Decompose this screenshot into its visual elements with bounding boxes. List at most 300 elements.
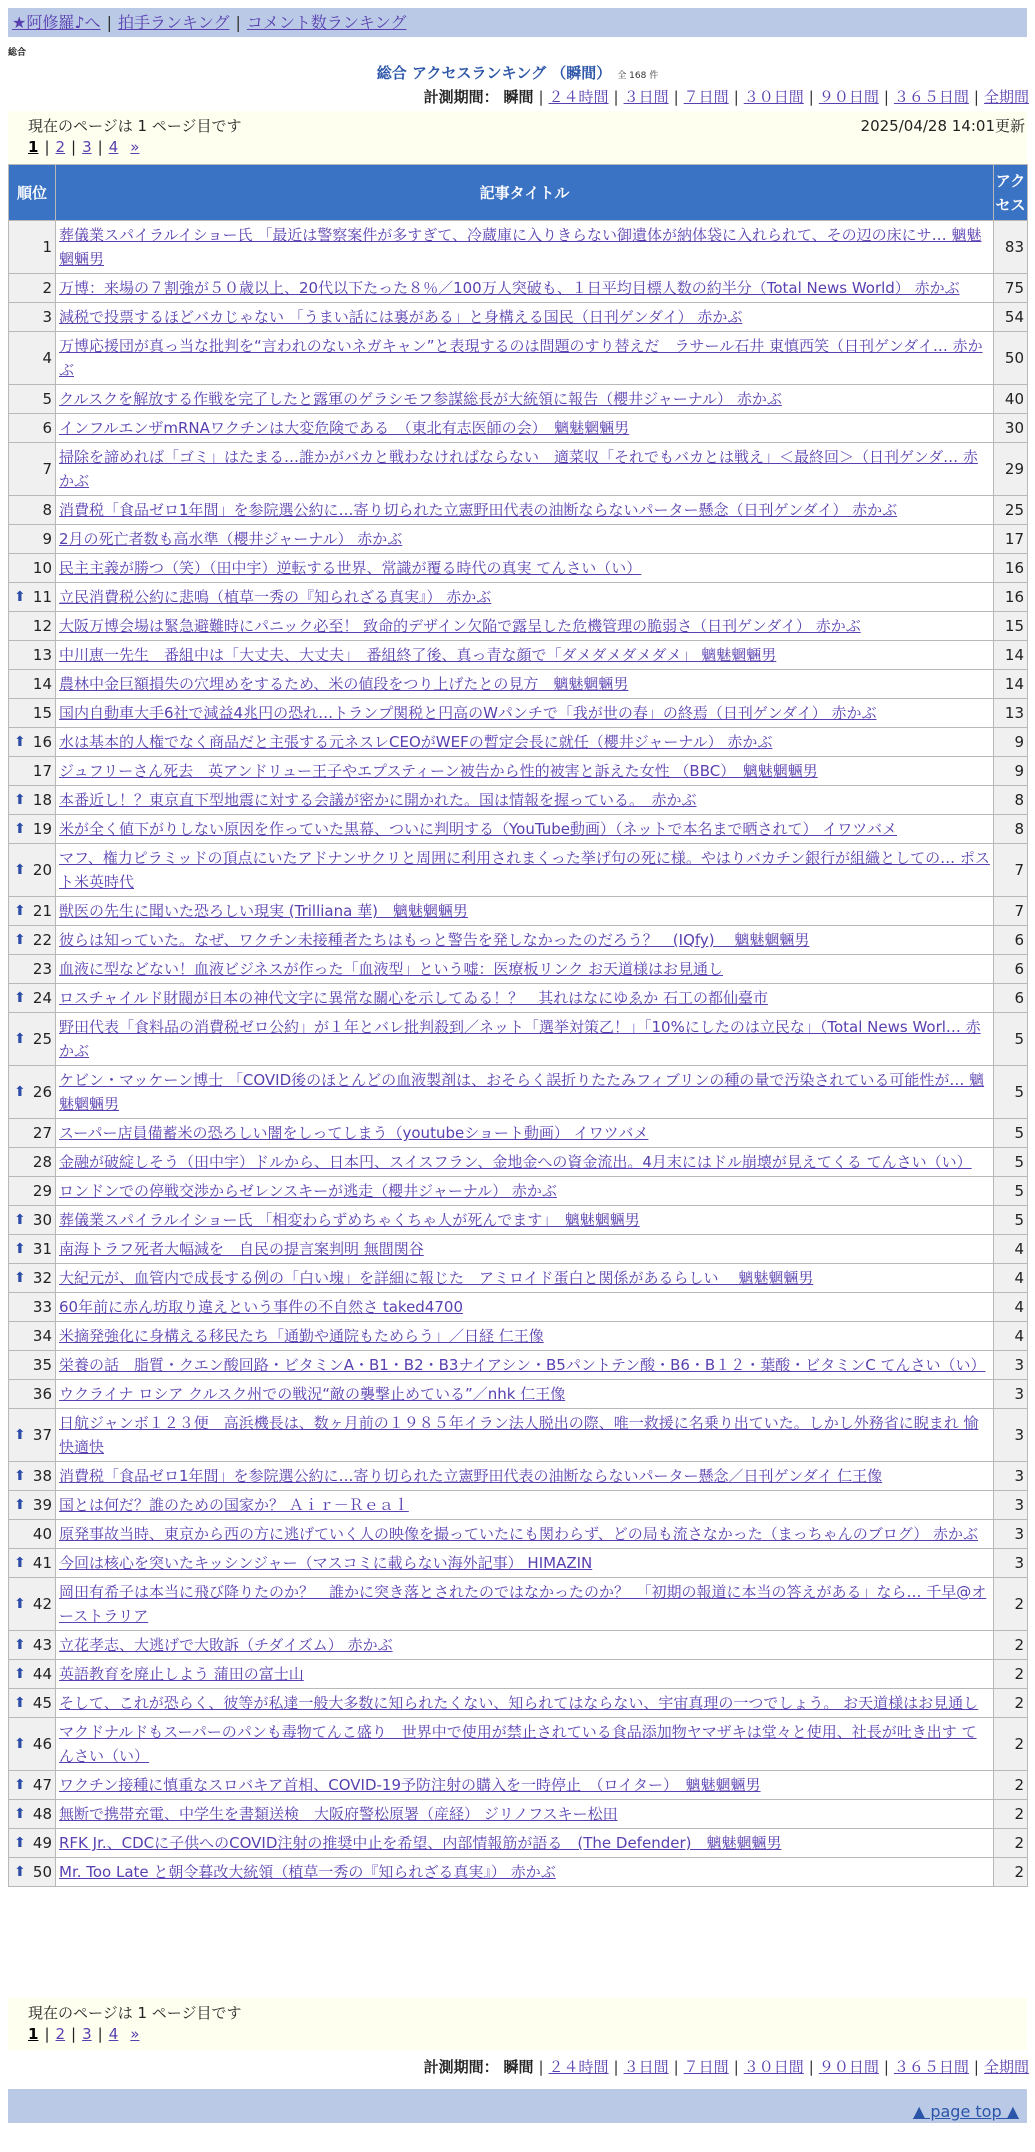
nav-separator: | [106,13,112,32]
rank-number: 11 [32,588,52,606]
title-cell [56,1771,994,1800]
article-link[interactable]: 60年前に赤ん坊取り違えという事件の不自然さ taked4700 [59,1298,464,1316]
pager-link-2[interactable]: 2 [55,138,66,156]
article-link[interactable]: 2月の死亡者数も高水準（櫻井ジャーナル） 赤かぶ [59,530,403,548]
section-label: 総合 [8,48,27,58]
table-row [9,1177,1028,1206]
table-row [9,984,1028,1013]
rank-cell [9,303,56,332]
table-row [9,926,1028,955]
title-cell [56,1689,994,1718]
title-cell [56,1066,994,1119]
title-cell [56,641,994,670]
article-link[interactable]: ケビン・マッケーン博士 「COVID後のほとんどの血液製剤は、おそらく誤折りたたみフィブリンの種の量で汚染されている可能性が… 魑魅魍魎男 [59,1071,985,1113]
article-link[interactable]: 葬儀業スパイラルイショー氏 「相変わらずめちゃくちゃ人が死んでます」 魑魅魍魎男 [59,1211,640,1229]
title-cell [56,496,994,525]
access-header: アクセス [994,165,1028,221]
access-count: 3 [994,1549,1028,1578]
title-cell [56,525,994,554]
rank-number: 9 [42,530,52,548]
rank-number: 40 [32,1525,52,1543]
rank-number: 7 [42,460,52,478]
title-cell [56,728,994,757]
table-row [9,525,1028,554]
article-link[interactable]: ワクチン接種に慎重なスロバキア首相、COVID-19予防注射の購入を一時停止 （ロイター） 魑魅魍魎男 [59,1776,761,1794]
ranking-body [9,221,1028,1887]
access-count: 2 [994,1771,1028,1800]
access-count: 7 [994,844,1028,897]
article-link[interactable]: マクドナルドもスーパーのパンも毒物てんこ盛り 世界中で使用が禁止されている食品添加物ヤマザキは堂々と使用、社長が吐き出す てんさい（い） [59,1723,977,1765]
article-link[interactable]: 米が全く値下がりしない原因を作っていた黒幕、ついに判明する（YouTube動画）（ネットで本名まで晒されて） イワツバメ [59,820,897,838]
rank-number: 31 [32,1240,52,1258]
access-count: 4 [994,1264,1028,1293]
table-row [9,332,1028,385]
table-row [9,1351,1028,1380]
up-arrow-icon: ⬆ [14,734,26,750]
rank-cell [9,612,56,641]
period-link-7d[interactable]: ７日間 [683,2058,729,2076]
table-row [9,414,1028,443]
pager-next[interactable]: » [130,2025,140,2043]
rank-number: 27 [32,1124,52,1142]
period-link-24h[interactable]: ２４時間 [548,2058,609,2076]
access-count: 9 [994,728,1028,757]
rank-number: 50 [32,1863,52,1881]
title-cell [56,670,994,699]
table-row [9,1119,1028,1148]
title-cell [56,1800,994,1829]
article-link[interactable]: Mr. Too Late と朝令暮改大統領（植草一秀の『知られざる真実』） 赤かぶ [59,1863,556,1881]
table-row [9,670,1028,699]
table-row [9,1235,1028,1264]
access-count: 3 [994,1380,1028,1409]
access-count: 25 [994,496,1028,525]
rank-cell [9,1380,56,1409]
title-cell [56,583,994,612]
article-link[interactable]: 農林中金巨額損失の穴埋めをするため、米の値段をつり上げたとの見方 魑魅魍魎男 [59,675,629,693]
article-link[interactable]: スーパー店員備蓄米の恐ろしい闇をしってしまう（youtubeショート動画） イワツバメ [59,1124,649,1142]
article-link[interactable]: インフルエンザmRNAワクチンは大変危険である （東北有志医師の会） 魑魅魍魎男 [59,419,630,437]
rank-number: 10 [32,559,52,577]
article-link[interactable]: 万博応援団が真っ当な批判を“言われのないネガキャン”と表現するのは問題のすり替えだ ラサール石井 東慎西笑（日刊ゲンダイ… 赤かぶ [59,337,983,379]
rank-cell [9,1066,56,1119]
title-cell [56,414,994,443]
access-count: 5 [994,1066,1028,1119]
article-link[interactable]: 金融が破綻しそう（田中宇）ドルから、日本円、スイスフラン、金地金への資金流出。4月末にはドル崩壊が見えてくる てんさい（い） [59,1153,972,1171]
title-cell [56,1264,994,1293]
article-link[interactable]: 消費税「食品ゼロ1年間」を参院選公約に…寄り切られた立憲野田代表の油断ならないパーター懸念／日刊ゲンダイ 仁王像 [59,1467,883,1485]
rank-number: 35 [32,1356,52,1374]
article-link[interactable]: 掃除を諦めれば「ゴミ」はたまる…誰かがバカと戦わなければならない 適菜収「それでもバカとは戦え」＜最終回＞（日刊ゲンダ… 赤かぶ [59,448,978,490]
table-row [9,1409,1028,1462]
article-link[interactable]: 獣医の先生に聞いた恐ろしい現実 (Trilliana 華) 魑魅魍魎男 [59,902,468,920]
rank-cell [9,1351,56,1380]
rank-number: 4 [42,349,52,367]
rank-number: 5 [42,390,52,408]
table-row [9,1206,1028,1235]
rank-number: 17 [32,762,52,780]
access-count: 3 [994,1491,1028,1520]
period-link-90d[interactable]: ９０日間 [818,88,879,106]
table-row [9,385,1028,414]
title-cell [56,1293,994,1322]
period-link-7d[interactable]: ７日間 [683,88,729,106]
rank-cell [9,699,56,728]
rank-cell [9,1264,56,1293]
period-current: 瞬間 [503,2058,534,2076]
up-arrow-icon: ⬆ [14,821,26,837]
access-count: 5 [994,1148,1028,1177]
article-link[interactable]: RFK Jr.、CDCに子供へのCOVID注射の推奨中止を希望、内部情報筋が語る (The Defender) 魑魅魍魎男 [59,1834,782,1852]
article-link[interactable]: 消費税「食品ゼロ1年間」を参院選公約に…寄り切られた立憲野田代表の油断ならないパーター懸念（日刊ゲンダイ） 赤かぶ [59,501,898,519]
title-cell [56,955,994,984]
access-count: 2 [994,1578,1028,1631]
article-link[interactable]: 葬儀業スパイラルイショー氏 「最近は警察案件が多すぎて、冷蔵庫に入りきらない御遺体が納体袋に入れられて、その辺の床にサ… 魑魅魍魎男 [59,226,982,268]
article-link[interactable]: 国内自動車大手6社で減益4兆円の恐れ…トランプ関税と円高のWパンチで「我が世の春」の終焉（日刊ゲンダイ） 赤かぶ [59,704,877,722]
title-cell [56,926,994,955]
title-cell [56,1409,994,1462]
table-row [9,786,1028,815]
period-link-365d[interactable]: ３６５日間 [893,88,969,106]
rank-cell [9,897,56,926]
table-row [9,496,1028,525]
title-cell [56,1491,994,1520]
rank-cell [9,1491,56,1520]
access-count: 5 [994,1177,1028,1206]
access-count: 2 [994,1660,1028,1689]
rank-cell [9,496,56,525]
access-count: 5 [994,1119,1028,1148]
title-cell [56,332,994,385]
rank-cell [9,926,56,955]
article-link[interactable]: 野田代表「食料品の消費税ゼロ公約」が１年とバレ批判殺到／ネット「選挙対策乙！」「10%にしたのは立民な」（Total News Worl… 赤かぶ [59,1018,981,1060]
article-link[interactable]: 万博：来場の７割強が５０歳以上、20代以下たった８％／100万人突破も、１日平均目標人数の約半分（Total News World） 赤かぶ [59,279,960,297]
pager-link-4[interactable]: 4 [108,138,119,156]
title-cell [56,274,994,303]
table-row [9,274,1028,303]
up-arrow-icon: ⬆ [14,1777,26,1793]
rank-number: 14 [32,675,52,693]
table-row [9,815,1028,844]
access-count: 17 [994,525,1028,554]
rank-number: 33 [32,1298,52,1316]
up-arrow-icon: ⬆ [14,1084,26,1100]
period-link-24h[interactable]: ２４時間 [548,88,609,106]
rank-cell [9,1206,56,1235]
table-row [9,728,1028,757]
rank-number: 12 [32,617,52,635]
up-arrow-icon: ⬆ [14,1468,26,1484]
article-link[interactable]: 原発事故当時、東京から西の方に逃げていく人の映像を撮っていたにも関わらず、どの局も流さなかった（まっちゃんのブログ） 赤かぶ [59,1525,979,1543]
title-header: 記事タイトル [56,165,994,221]
title-cell [56,1380,994,1409]
table-row [9,583,1028,612]
rank-number: 26 [32,1083,52,1101]
table-row [9,221,1028,274]
access-count: 2 [994,1858,1028,1887]
page-info-top [8,111,1027,164]
access-count: 8 [994,815,1028,844]
up-arrow-icon: ⬆ [14,1806,26,1822]
rank-cell [9,1177,56,1206]
clap-ranking-link[interactable]: 拍手ランキング [117,13,230,32]
up-arrow-icon: ⬆ [14,1736,26,1752]
title-cell [56,757,994,786]
title-cell [56,1351,994,1380]
pager-link-3[interactable]: 3 [82,2025,92,2043]
title-cell [56,1549,994,1578]
title-cell [56,1206,994,1235]
comment-ranking-link[interactable]: コメント数ランキング [246,13,407,32]
title-cell [56,1718,994,1771]
home-link[interactable]: ★阿修羅♪へ [12,13,101,32]
title-cell [56,984,994,1013]
title-cell [56,1631,994,1660]
page-message: 現在のページは 1 ページ目です [28,117,242,135]
rank-number: 43 [32,1636,52,1654]
table-row [9,699,1028,728]
rank-cell [9,554,56,583]
rank-number: 45 [32,1694,52,1712]
rank-cell [9,221,56,274]
up-arrow-icon: ⬆ [14,1497,26,1513]
table-row [9,1689,1028,1718]
rank-cell [9,844,56,897]
rank-cell [9,757,56,786]
title-cell [56,897,994,926]
table-row [9,303,1028,332]
article-link[interactable]: 南海トラフ死者大幅減を 自民の提言案判明 無間関谷 [59,1240,424,1258]
access-count: 83 [994,221,1028,274]
rank-number: 16 [32,733,52,751]
article-link[interactable]: 国とは何だ？誰のための国家か？ Ａｉｒ－Ｒｅａｌ [59,1496,409,1514]
article-link[interactable]: 水は基本的人権でなく商品だと主張する元ネスレCEOがWEFの暫定会長に就任（櫻井ジャーナル） 赤かぶ [59,733,773,751]
article-link[interactable]: クルスクを解放する作戦を完了したと露軍のゲラシモフ参謀総長が大統領に報告（櫻井ジャーナル） 赤かぶ [59,390,782,408]
rank-number: 19 [32,820,52,838]
access-count: 29 [994,443,1028,496]
rank-cell [9,1660,56,1689]
table-row [9,1771,1028,1800]
ranking-table [8,164,1028,1887]
article-link[interactable]: 立花孝志、大逃げで大敗訴（チダイズム） 赤かぶ [59,1636,393,1654]
article-link[interactable]: 立民消費税公約に悲鳴（植草一秀の『知られざる真実』） 赤かぶ [59,588,492,606]
rank-cell [9,1689,56,1718]
rank-cell [9,1119,56,1148]
title-cell [56,385,994,414]
period-link-90d[interactable]: ９０日間 [818,2058,879,2076]
access-count: 2 [994,1689,1028,1718]
rank-cell [9,1322,56,1351]
rank-cell [9,670,56,699]
rank-cell [9,1520,56,1549]
rank-cell [9,1235,56,1264]
period-link-30d[interactable]: ３０日間 [743,2058,804,2076]
access-count: 5 [994,1206,1028,1235]
period-selector-bottom: 計測期間： 瞬間 | ２４時間 | ３日間 | ７日間 | ３０日間 | ９０日間 | ３６５日間 | 全期間 [423,2058,1029,2076]
page-top-link[interactable]: ▲ page top ▲ [912,2102,1019,2121]
rank-number: 37 [32,1426,52,1444]
rank-cell [9,641,56,670]
title-cell [56,221,994,274]
article-link[interactable]: 大紀元が、血管内で成長する例の「白い塊」を詳細に報じた アミロイド蛋白と関係があるらしい 魑魅魍魎男 [59,1269,814,1287]
article-link[interactable]: 大阪万博会場は緊急避難時にパニック必至！ 致命的デザイン欠陥で露呈した危機管理の脆弱さ（日刊ゲンダイ） 赤かぶ [59,617,861,635]
article-link[interactable]: 米摘発強化に身構える移民たち「通勤や通院もためらう」／日経 仁王像 [59,1327,544,1345]
table-row [9,1660,1028,1689]
rank-number: 1 [42,238,52,256]
rank-header: 順位 [9,165,56,221]
rank-cell [9,1013,56,1066]
title-cell [56,699,994,728]
up-arrow-icon: ⬆ [14,1427,26,1443]
article-link[interactable]: 中川恵一先生 番組中は「大丈夫、大丈夫」 番組終了後、真っ青な顔で「ダメダメダメダメ」 魑魅魍魎男 [59,646,777,664]
rank-number: 22 [32,931,52,949]
table-row [9,1148,1028,1177]
access-count: 8 [994,786,1028,815]
rank-number: 8 [42,501,52,519]
access-count: 2 [994,1718,1028,1771]
access-count: 16 [994,583,1028,612]
title-cell [56,1235,994,1264]
article-link[interactable]: 血液に型などない！血液ビジネスが作った「血液型」という嘘：医療板リンク お天道様はお見通し [59,960,724,978]
pager-next[interactable]: » [130,138,140,156]
rank-cell [9,1771,56,1800]
rank-number: 28 [32,1153,52,1171]
table-row [9,1491,1028,1520]
rank-cell [9,1549,56,1578]
period-link-all[interactable]: 全期間 [983,2058,1029,2076]
pager-current: 1 [28,138,39,156]
article-link[interactable]: ロンドンでの停戦交渉からゼレンスキーが逃走（櫻井ジャーナル） 赤かぶ [59,1182,557,1200]
rank-number: 18 [32,791,52,809]
title-cell [56,443,994,496]
rank-number: 2 [42,279,52,297]
title-cell [56,1013,994,1066]
period-link-30d[interactable]: ３０日間 [743,88,804,106]
table-row [9,641,1028,670]
rank-number: 47 [32,1776,52,1794]
period-link-3d[interactable]: ３日間 [623,2058,669,2076]
bottom-bar [8,2089,1027,2123]
title-cell [56,786,994,815]
access-count: 6 [994,926,1028,955]
rank-cell [9,786,56,815]
article-link[interactable]: 日航ジャンボ１２３便 高浜機長は、数ヶ月前の１９８５年イラン法人脱出の際、唯一救援に名乗り出ていた。しかし外務省に睨まれ 愉快適快 [59,1414,979,1456]
rank-number: 23 [32,960,52,978]
article-link[interactable]: 本番近し！？東京直下型地震に対する会議が密かに開かれた。国は情報を握っている。 赤かぶ [59,791,697,809]
rank-cell [9,1462,56,1491]
access-count: 2 [994,1631,1028,1660]
article-link[interactable]: そして、これが恐らく、彼等が私達一般大多数に知られたくない、知られてはならない、宇宙真理の一つでしょう。 お天道様はお見通し [59,1694,979,1712]
rank-cell [9,955,56,984]
access-count: 50 [994,332,1028,385]
rank-number: 49 [32,1834,52,1852]
article-link[interactable]: 彼らは知っていた。なぜ、ワクチン未接種者たちはもっと警告を発しなかったのだろう？ (IQfy) 魑魅魍魎男 [59,931,810,949]
article-link[interactable]: 今回は核心を突いたキッシンジャー（マスコミに載らない海外記事） HIMAZIN [59,1554,593,1572]
article-link[interactable]: 民主主義が勝つ（笑）（田中宇）逆転する世界、常識が覆る時代の真実 てんさい（い） [59,559,642,577]
rank-number: 48 [32,1805,52,1823]
up-arrow-icon: ⬆ [14,1555,26,1571]
up-arrow-icon: ⬆ [14,1031,26,1047]
period-link-365d[interactable]: ３６５日間 [893,2058,969,2076]
rank-number: 15 [32,704,52,722]
rank-cell [9,332,56,385]
period-link-3d[interactable]: ３日間 [623,88,669,106]
access-count: 3 [994,1520,1028,1549]
rank-number: 39 [32,1496,52,1514]
title-cell [56,303,994,332]
table-row [9,897,1028,926]
table-row [9,1066,1028,1119]
access-count: 7 [994,897,1028,926]
rank-number: 42 [32,1595,52,1613]
pager-link-4[interactable]: 4 [108,2025,119,2043]
access-count: 14 [994,670,1028,699]
access-count: 3 [994,1409,1028,1462]
article-link[interactable]: 栄養の話 脂質・クエン酸回路・ビタミンA・B1・B2・B3ナイアシン・B5パントテン酸・B6・B１２・葉酸・ビタミンC てんさい（い） [59,1356,986,1374]
rank-number: 3 [42,308,52,326]
rank-number: 41 [32,1554,52,1572]
rank-number: 24 [32,989,52,1007]
period-label: 計測期間： [423,2058,499,2076]
access-count: 16 [994,554,1028,583]
pager-link-2[interactable]: 2 [55,2025,66,2043]
article-link[interactable]: ロスチャイルド財閥が日本の神代文字に異常な關心を示してゐる！？ 其れはなにゆゑか 石工の都仙臺市 [59,989,769,1007]
article-link[interactable]: 岡田有希子は本当に飛び降りたのか？ 誰かに突き落とされたのではなかったのか？ 「初期の報道に本当の答えがある」なら… 千早@オーストラリア [59,1583,987,1625]
period-current: 瞬間 [503,88,534,106]
period-link-all[interactable]: 全期間 [983,88,1029,106]
table-row [9,1718,1028,1771]
access-count: 75 [994,274,1028,303]
period-selector-top: 計測期間： 瞬間 | ２４時間 | ３日間 | ７日間 | ３０日間 | ９０日間 | ３６５日間 | 全期間 [423,88,1029,106]
rank-number: 46 [32,1735,52,1753]
title-cell [56,1520,994,1549]
article-link[interactable]: ジュフリーさん死去 英アンドリュー王子やエプスティーン被告から性的被害と訴えた女性 （BBC） 魑魅魍魎男 [59,762,818,780]
article-link[interactable]: 減税で投票するほどバカじゃない 「うまい話には裏がある」と身構える国民（日刊ゲンダイ） 赤かぶ [59,308,743,326]
table-row [9,844,1028,897]
table-row [9,1578,1028,1631]
table-row [9,1520,1028,1549]
article-link[interactable]: ウクライナ ロシア クルスク州での戦況“敵の襲撃止めている”／nhk 仁王像 [59,1385,566,1403]
pagination-top: 1 | 2 | 3 | 4 » [28,138,140,156]
rank-cell [9,1631,56,1660]
access-count: 4 [994,1235,1028,1264]
article-link[interactable]: 英語教育を廃止しよう 蒲田の富士山 [59,1665,304,1683]
up-arrow-icon: ⬆ [14,1212,26,1228]
rank-number: 25 [32,1030,52,1048]
table-row [9,1013,1028,1066]
title-cell [56,1148,994,1177]
access-count: 15 [994,612,1028,641]
table-row [9,1858,1028,1887]
access-count: 2 [994,1829,1028,1858]
article-link[interactable]: マフ、権力ピラミッドの頂点にいたアドナンサクリと周囲に利用されまくった挙げ句の死に様。やはりバカチン銀行が組織としての… ポスト米英時代 [59,849,990,891]
title-cell [56,1462,994,1491]
pager-link-3[interactable]: 3 [82,138,92,156]
table-row [9,1800,1028,1829]
rank-cell [9,1409,56,1462]
page-message: 現在のページは 1 ページ目です [28,2004,242,2022]
access-count: 2 [994,1800,1028,1829]
rank-cell [9,414,56,443]
title-cell [56,1578,994,1631]
rank-number: 34 [32,1327,52,1345]
table-row [9,612,1028,641]
up-arrow-icon: ⬆ [14,1596,26,1612]
up-arrow-icon: ⬆ [14,1241,26,1257]
table-row [9,443,1028,496]
up-arrow-icon: ⬆ [14,903,26,919]
article-link[interactable]: 無断で携帯充電、中学生を書類送検 大阪府警松原署（産経） ジリノフスキー松田 [59,1805,618,1823]
